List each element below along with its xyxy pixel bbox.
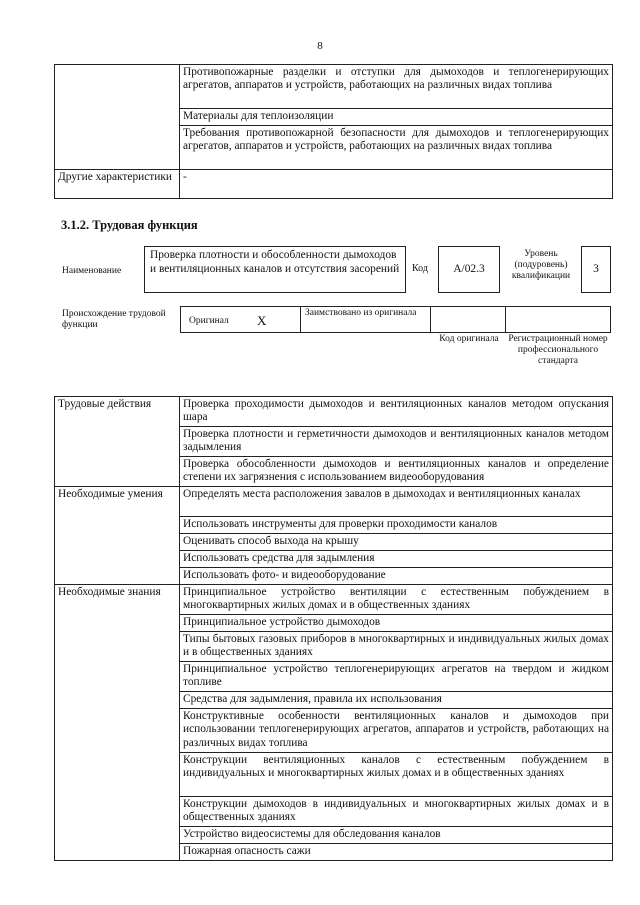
code-label: Код <box>412 263 428 274</box>
group-label-actions: Трудовые действия <box>55 397 180 487</box>
top-table <box>54 64 613 199</box>
function-code-box: А/02.3 <box>438 246 500 293</box>
table-item: Конструкции дымоходов в индивидуальных и многоквартирных жилых домах и в общественных зданиях <box>180 797 613 827</box>
top-table-cell: Требования противопожарной безопасности для дымоходов и теплогенерирующих агрегатов, аппаратов и устройств, работающих на различных видах топлива <box>180 126 613 170</box>
table-item: Проверка плотности и герметичности дымоходов и вентиляционных каналов методом задымления <box>180 427 613 457</box>
table-item: Принципиальное устройство теплогенерирующих агрегатов на твердом и жидком топливе <box>180 662 613 692</box>
table-item: Принципиальное устройство дымоходов <box>180 615 613 632</box>
table-item: Конструктивные особенности вентиляционных каналов и дымоходов при использовании теплогенерирующих агрегатов, аппаратов и устройств, работающих на различных видах топлива <box>180 709 613 753</box>
table-item: Использовать фото- и видеооборудование <box>180 568 613 585</box>
code-original-caption: Код оригинала <box>439 334 499 344</box>
group-label-skills: Необходимые умения <box>55 487 180 585</box>
table-item: Принципиальное устройство вентиляции с естественным побуждением в многоквартирных жилых домах и в общественных зданиях <box>180 585 613 615</box>
top-table-row-label: Другие характеристики <box>55 170 180 199</box>
original-label: Оригинал <box>189 316 229 326</box>
section-title: 3.1.2. Трудовая функция <box>61 218 198 232</box>
labor-function-table <box>54 396 613 861</box>
top-table-cell: - <box>180 170 613 199</box>
level-value-box: 3 <box>581 246 611 293</box>
table-item: Определять места расположения завалов в дымоходах и вентиляционных каналах <box>180 487 613 517</box>
table-item: Проверка обособленности дымоходов и вентиляционных каналов и определение степени их загрязнения с использованием видеооборудования <box>180 457 613 487</box>
table-item: Пожарная опасность сажи <box>180 844 613 861</box>
borrowed-label: Заимствовано из оригинала <box>305 308 417 318</box>
top-table-left-empty <box>55 65 180 170</box>
table-item: Использовать инструменты для проверки проходимости каналов <box>180 517 613 534</box>
origin-divider <box>505 306 506 333</box>
original-mark: X <box>257 313 267 328</box>
level-label: Уровень (подуровень) квалификации <box>511 249 571 281</box>
origin-divider <box>430 306 431 333</box>
group-label-knowledge: Необходимые знания <box>55 585 180 861</box>
top-table-cell: Материалы для теплоизоляции <box>180 109 613 126</box>
origin-label: Происхождение трудовой функции <box>62 309 166 330</box>
table-item: Устройство видеосистемы для обследования каналов <box>180 827 613 844</box>
table-item: Средства для задымления, правила их использования <box>180 692 613 709</box>
table-item: Использовать средства для задымления <box>180 551 613 568</box>
reg-number-caption: Регистрационный номер профессионального стандарта <box>508 334 608 366</box>
origin-box <box>180 306 611 333</box>
name-label: Наименование <box>62 266 122 276</box>
table-item: Конструкции вентиляционных каналов с естественным побуждением в индивидуальных и многоквартирных жилых домах и в общественных зданиях <box>180 753 613 797</box>
function-name-box: Проверка плотности и обособленности дымоходов и вентиляционных каналов и отсутствия засорений <box>144 246 406 293</box>
table-item: Оценивать способ выхода на крышу <box>180 534 613 551</box>
page-number: 8 <box>317 40 323 52</box>
table-item: Типы бытовых газовых приборов в многоквартирных и индивидуальных жилых домах и в общественных зданиях <box>180 632 613 662</box>
origin-divider <box>300 306 301 333</box>
table-item: Проверка проходимости дымоходов и вентиляционных каналов методом опускания шара <box>180 397 613 427</box>
top-table-cell: Противопожарные разделки и отступки для дымоходов и теплогенерирующих агрегатов, аппаратов и устройств, работающих на различных видах топлива <box>180 65 613 109</box>
